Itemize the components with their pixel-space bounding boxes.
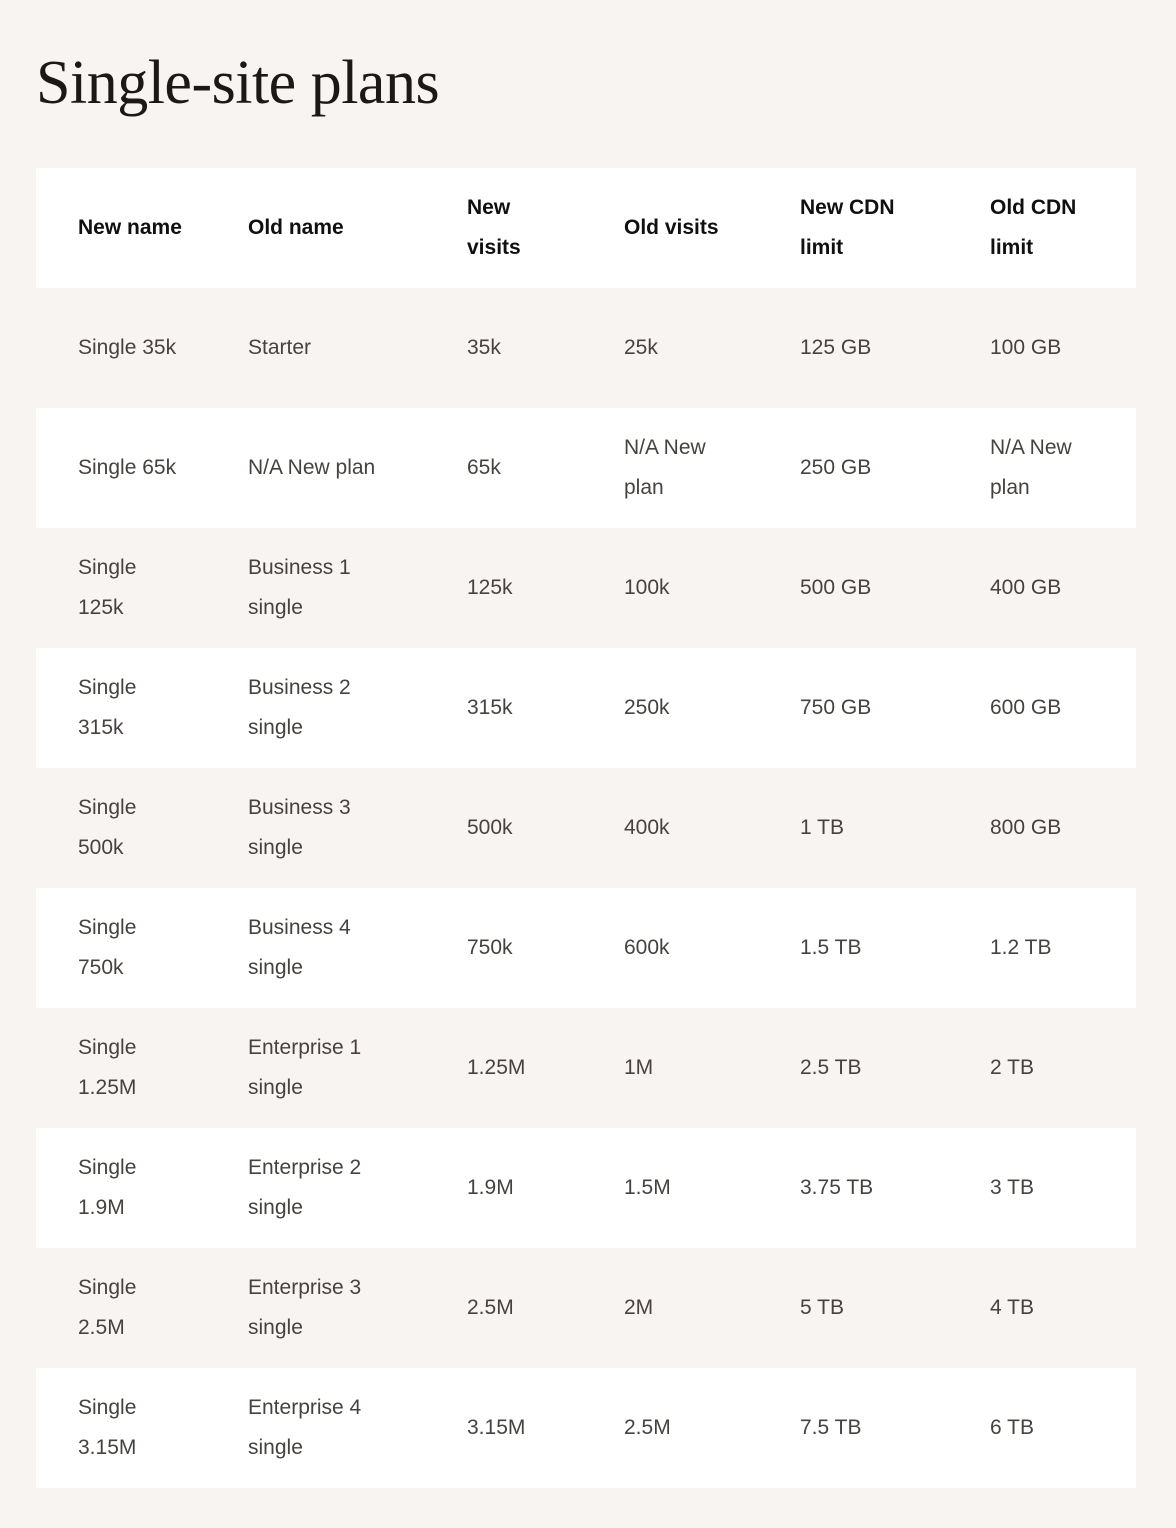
cell-old-name: Starter: [248, 336, 312, 359]
table-body: [36, 288, 1136, 1488]
cell-new-cdn-limit: 125 GB: [800, 336, 872, 359]
cell-old-visits: 2.5M: [624, 1416, 671, 1439]
table-row: [36, 288, 1136, 408]
column-header-new-visits: New visits: [467, 196, 521, 259]
cell-old-visits: 400k: [624, 816, 670, 839]
cell-new-name: Single 125k: [78, 556, 137, 619]
column-header-old-name: Old name: [248, 216, 344, 239]
cell-old-cdn-limit: 800 GB: [990, 816, 1062, 839]
cell-new-visits: 125k: [467, 576, 513, 599]
cell-new-cdn-limit: 7.5 TB: [800, 1416, 862, 1439]
table-row: [36, 1128, 1136, 1248]
cell-old-visits: 1M: [624, 1056, 654, 1079]
cell-new-name: Single 35k: [78, 336, 177, 359]
table-row: [36, 768, 1136, 888]
table-row: [36, 1008, 1136, 1128]
cell-old-cdn-limit: N/A New plan: [990, 436, 1072, 499]
cell-old-cdn-limit: 1.2 TB: [990, 936, 1052, 959]
cell-old-cdn-limit: 6 TB: [990, 1416, 1034, 1439]
plans-table-container: [36, 168, 1136, 1488]
cell-new-visits: 1.25M: [467, 1056, 526, 1079]
cell-old-cdn-limit: 4 TB: [990, 1296, 1034, 1319]
cell-new-visits: 65k: [467, 456, 501, 479]
cell-old-name: Business 3 single: [248, 796, 351, 859]
cell-old-visits: 250k: [624, 696, 670, 719]
cell-new-cdn-limit: 750 GB: [800, 696, 872, 719]
table-row: [36, 528, 1136, 648]
table-row: [36, 888, 1136, 1008]
cell-new-name: Single 65k: [78, 456, 177, 479]
cell-new-cdn-limit: 5 TB: [800, 1296, 844, 1319]
column-header-new-cdn-limit: New CDN limit: [800, 196, 895, 259]
cell-new-name: Single 3.15M: [78, 1396, 137, 1459]
cell-old-name: Enterprise 1 single: [248, 1036, 362, 1099]
cell-old-cdn-limit: 2 TB: [990, 1056, 1034, 1079]
cell-new-visits: 2.5M: [467, 1296, 514, 1319]
cell-new-cdn-limit: 3.75 TB: [800, 1176, 874, 1199]
cell-old-visits: 600k: [624, 936, 670, 959]
cell-new-visits: 1.9M: [467, 1176, 514, 1199]
table-row: [36, 648, 1136, 768]
cell-new-visits: 3.15M: [467, 1416, 526, 1439]
cell-old-name: Enterprise 3 single: [248, 1276, 362, 1339]
cell-old-visits: N/A New plan: [624, 436, 706, 499]
cell-old-visits: 2M: [624, 1296, 654, 1319]
cell-new-visits: 750k: [467, 936, 513, 959]
cell-old-cdn-limit: 100 GB: [990, 336, 1062, 359]
cell-old-name: Business 4 single: [248, 916, 351, 979]
cell-new-name: Single 1.9M: [78, 1156, 137, 1219]
cell-new-cdn-limit: 1.5 TB: [800, 936, 862, 959]
cell-old-visits: 1.5M: [624, 1176, 671, 1199]
single-site-plans-table: [36, 168, 1136, 1488]
column-header-old-visits: Old visits: [624, 216, 719, 239]
cell-new-name: Single 1.25M: [78, 1036, 137, 1099]
column-header-old-cdn-limit: Old CDN limit: [990, 196, 1077, 259]
cell-new-cdn-limit: 2.5 TB: [800, 1056, 862, 1079]
cell-old-cdn-limit: 600 GB: [990, 696, 1062, 719]
table-header-row: [36, 168, 1136, 288]
table-row: [36, 1368, 1136, 1488]
cell-new-name: Single 315k: [78, 676, 137, 739]
cell-old-name: Enterprise 2 single: [248, 1156, 362, 1219]
table-row: [36, 408, 1136, 528]
table-row: [36, 1248, 1136, 1368]
cell-new-name: Single 2.5M: [78, 1276, 137, 1339]
cell-new-name: Single 750k: [78, 916, 137, 979]
cell-old-visits: 25k: [624, 336, 658, 359]
table-header: [36, 168, 1136, 288]
cell-new-cdn-limit: 250 GB: [800, 456, 872, 479]
cell-new-name: Single 500k: [78, 796, 137, 859]
cell-new-visits: 500k: [467, 816, 513, 839]
column-header-new-name: New name: [78, 216, 182, 239]
page-title: Single-site plans: [36, 48, 440, 117]
cell-old-cdn-limit: 3 TB: [990, 1176, 1034, 1199]
cell-old-name: Enterprise 4 single: [248, 1396, 362, 1459]
cell-new-visits: 35k: [467, 336, 501, 359]
cell-old-name: Business 2 single: [248, 676, 351, 739]
cell-new-cdn-limit: 1 TB: [800, 816, 844, 839]
cell-old-visits: 100k: [624, 576, 670, 599]
cell-new-cdn-limit: 500 GB: [800, 576, 872, 599]
cell-old-name: N/A New plan: [248, 456, 376, 479]
cell-old-name: Business 1 single: [248, 556, 351, 619]
cell-old-cdn-limit: 400 GB: [990, 576, 1062, 599]
cell-new-visits: 315k: [467, 696, 513, 719]
